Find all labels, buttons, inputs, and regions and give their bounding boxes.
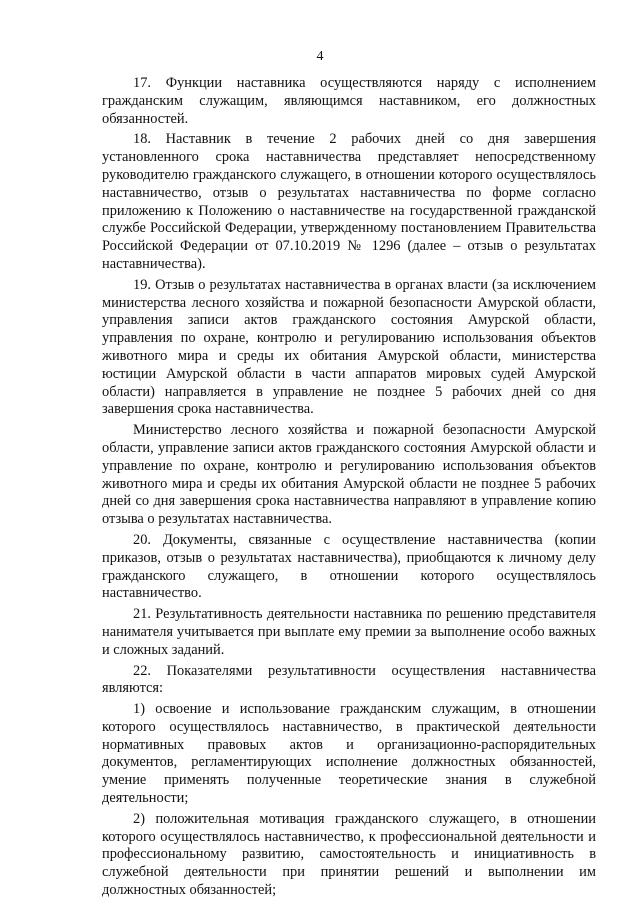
paragraph-21: 21. Результативность деятельности наставника по решению представителя нанимателя учитывается при выплате ему премии за выполнение особо важных и сложных заданий. bbox=[102, 606, 596, 658]
paragraph-20: 20. Документы, связанные с осуществление наставничества (копии приказов, отзыв о результатах наставничества), приобщаются к личному делу гражданского служащего, в отношении которого осуществлялось наставничество. bbox=[102, 531, 596, 602]
document-body bbox=[102, 75, 596, 903]
paragraph-22-item-1: 1) освоение и использование гражданским служащим, в отношении которого осуществлялось наставничество, в практической деятельности нормативных правовых актов и организационно-распорядительных документов, регламентирующих исполнение должностных обязанностей, умение применять полученные теоретические знания в служебной деятельности; bbox=[102, 701, 596, 807]
paragraph-19: 19. Отзыв о результатах наставничества в органах власти (за исключением министерства лесного хозяйства и пожарной безопасности Амурской области, управления записи актов гражданского состояния Амурской области, управления по охране, контролю и регулированию использования объектов животного мира и среды их обитания Амурской области, министерства юстиции Амурской области в части аппаратов мировых судей Амурской области) направляется в управление не позднее 5 рабочих дней со дня завершения срока наставничества. bbox=[102, 276, 596, 418]
paragraph-22: 22. Показателями результативности осуществления наставничества являются: bbox=[102, 662, 596, 697]
paragraph-17: 17. Функции наставника осуществляются наряду с исполнением гражданским служащим, являющимся наставником, его должностных обязанностей. bbox=[102, 75, 596, 127]
paragraph-18: 18. Наставник в течение 2 рабочих дней со дня завершения установленного срока наставничества представляет непосредственному руководителю гражданского служащего, в отношении которого осуществлялось наставничество, отзыв о результатах наставничества по форме согласно приложению к Положению о наставничестве на государственной гражданской службе Российской Федерации, утвержденному постановлением Правительства Российской Федерации от 07.10.2019 № 1296 (далее – отзыв о результатах наставничества). bbox=[102, 131, 596, 272]
paragraph-19-continuation: Министерство лесного хозяйства и пожарной безопасности Амурской области, управление записи актов гражданского состояния Амурской области и управление по охране, контролю и регулированию использования объектов животного мира и среды их обитания Амурской области не позднее 5 рабочих дней со дня завершения срока наставничества направляют в управление копию отзыва о результатах наставничества. bbox=[102, 422, 596, 528]
page-number: 4 bbox=[316, 49, 324, 64]
paragraph-22-item-2: 2) положительная мотивация гражданского служащего, в отношении которого осуществлялось наставничество, к профессиональной деятельности и профессиональному развитию, самостоятельность и инициативность в служебной деятельности при принятии решений и выполнении им должностных обязанностей; bbox=[102, 810, 596, 899]
